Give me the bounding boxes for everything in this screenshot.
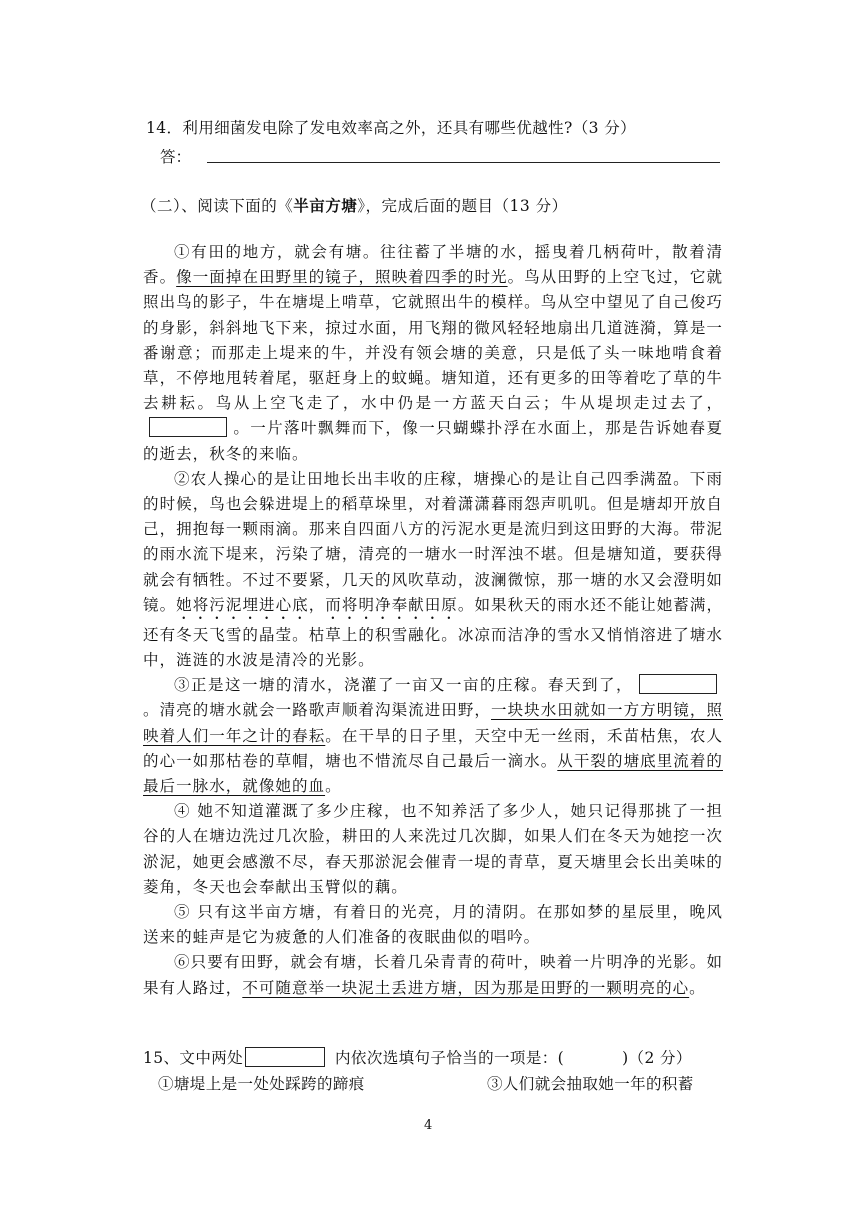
question-14: 14．利用细菌发电除了发电效率高之外，还具有哪些优越性?（3 分） xyxy=(146,119,637,137)
paragraph-4: ④ 她不知道灌溉了多少庄稼，也不知养活了多少人，她只记得那挑了一担谷的人在塘边洗过几次脸，耕田的人来洗过几次脚，如果人们在冬天为她挖一次淤泥，她更会感激不尽，春天那淤泥会催青一堤的青草，夏天塘里会长出美味的菱角，冬天也会奉献出玉臂似的藕。 xyxy=(143,802,723,896)
p6-underlined-sentence: 不可随意举一块泥土丢进方塘，因为那是田野的一颗明亮的心 xyxy=(242,978,690,997)
p3-underlined-sentence-2: 从干裂的塘底里流着的最后一脉水，就像她的血 xyxy=(143,751,723,796)
q15-blank-box xyxy=(245,1047,325,1067)
page-number: 4 xyxy=(424,1118,433,1133)
paragraph-5: ⑤ 只有这半亩方塘，有着日的光亮，月的清阴。在那如梦的星辰里，晚风送来的蛙声是它为疲惫的人们准备的夜眠曲似的唱吟。 xyxy=(143,903,723,947)
paragraph-6 xyxy=(143,950,723,1000)
answer-line xyxy=(207,162,720,163)
passage xyxy=(143,240,723,1001)
p1-text-a: ①有田的地方，就会有塘。往往蓄了半塘的水，摇曳着几柄荷叶，散着清香。 xyxy=(143,243,723,287)
q15-option-1: ①塘堤上是一处处踩跨的蹄痕 xyxy=(158,1075,365,1093)
section-2-prefix: （二）、阅读下面的《 xyxy=(141,197,294,215)
p3-text-a: ③正是这一塘的清水，浇灌了一亩又一亩的庄稼。春天到了， xyxy=(174,676,633,695)
paragraph-3 xyxy=(143,673,723,799)
q15-close: )（2 分） xyxy=(622,1049,692,1067)
passage-title: 半亩方塘 xyxy=(293,196,358,215)
p1-text-b: 。鸟从田野的上空飞过，它就照出鸟的影子，牛在塘堤上啃草，它就照出牛的模样。鸟从空中望见了自己俊巧的身影，斜斜地飞下来，掠过水面，用飞翔的微风轻轻地扇出几道涟漪，算是一番谢意；而那走上堤来的牛，并没有领会塘的美意，只是低了头一味地啃食着草，不停地甩转着尾，驱赶身上的蚊蝇。塘知道，还有更多的田等着吃了草的牛去耕耘。鸟从上空飞走了，水中仍是一方蓝天白云；牛从堤坝走过去了， xyxy=(143,268,723,413)
q15-option-3: ③人们就会抽取她一年的积蓄 xyxy=(487,1075,694,1093)
p1-underlined-sentence: 像一面掉在田野里的镜子，照映着四季的时光 xyxy=(176,268,508,287)
p3-underlined-sentence-1: 一块块水田就如一方方明镜，照映着人们一年之计的春耘 xyxy=(143,701,723,745)
p2-text-b: 。如果秋天的雨水还不能让她蓄满，还有冬天飞雪的晶莹。枯草上的积雪融化。冰凉而洁净的雪水又悄悄溶进了塘水中，涟涟的水波是清冷的光影。 xyxy=(143,595,723,670)
q15-suffix: 内依次选填句子恰当的一项是：( xyxy=(335,1049,565,1067)
section-2-suffix: 》，完成后面的题目（13 分） xyxy=(357,197,568,215)
answer-label: 答： xyxy=(160,148,192,166)
p2-dotted-sentence: 她将污泥埋进心底，而将明净奉献田原 xyxy=(176,595,458,614)
p3-text-c: 。在干旱的日子里，天空中无一丝雨，禾苗枯焦，农人的心一如那枯卷的草帽，塘也不惜流尽自己最后一滴水。 xyxy=(143,726,723,770)
p6-text-b: 。 xyxy=(689,978,706,997)
p2-text-a: ②农人操心的是让田地长出丰收的庄稼，塘操心的是让自己四季满盈。下雨的时候，鸟也会躲进堤上的稻草垛里，对着潇潇暮雨怨声叽叽。但是塘却开放自己，拥抱每一颗雨滴。那来自四面八方的污泥水更是流归到这田野的大海。带泥的雨水流下堤来，污染了塘，清亮的一塘水一时浑浊不堪。但是塘知道，要获得就会有牺牲。不过不要紧，几天的风吹草动，波澜微惊，那一塘的水又会澄明如镜。 xyxy=(143,469,723,614)
paragraph-1 xyxy=(143,240,723,467)
blank-box-2 xyxy=(639,674,717,694)
p3-text-d: 。 xyxy=(325,777,342,796)
p3-text-b: 。清亮的塘水就会一路歌声顺着沟渠流进田野， xyxy=(143,701,492,720)
question-15 xyxy=(143,1046,692,1068)
p6-text-a: ⑥只要有田野，就会有塘，长着几朵青青的荷叶，映着一片明净的光影。如果有人路过， xyxy=(143,953,723,997)
blank-box-1 xyxy=(149,417,227,437)
section-2-heading xyxy=(141,194,568,216)
q15-prefix: 15、文中两处 xyxy=(143,1049,244,1067)
p1-text-c: 。一片落叶飘舞而下，像一只蝴蝶扑浮在水面上，那是告诉她春夏的逝去，秋冬的来临。 xyxy=(143,419,723,463)
paragraph-2 xyxy=(143,467,723,673)
